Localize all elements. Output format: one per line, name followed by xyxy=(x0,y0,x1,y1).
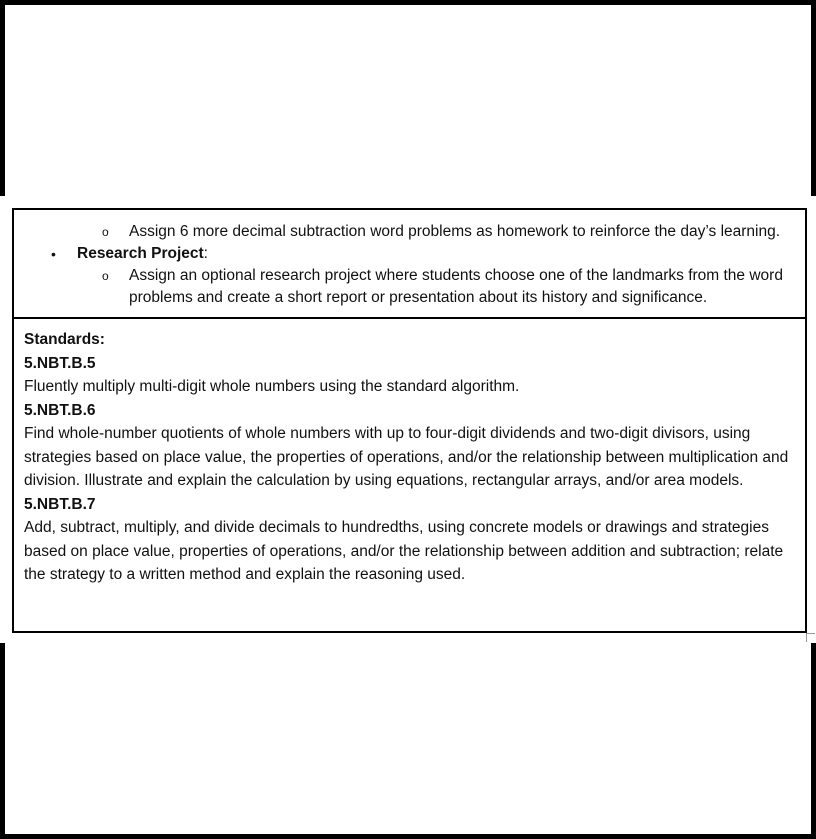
page-frame-top xyxy=(0,0,816,196)
standards-cell xyxy=(14,319,805,587)
hollow-bullet-icon: o xyxy=(102,225,109,239)
standard-description: Fluently multiply multi-digit whole numbers using the standard algorithm. xyxy=(24,378,520,395)
homework-item xyxy=(14,221,805,243)
standard-code: 5.NBT.B.6 xyxy=(24,401,96,419)
standard-description: Add, subtract, multiply, and divide decimals to hundredths, using concrete models or drawings and strategies based on place value, properties of operations, and/or the relationship between addition and subtraction; relate the strategy to a written method and explain the reasoning used. xyxy=(24,519,784,583)
page-frame-bottom xyxy=(0,643,816,839)
standard-description: Find whole-number quotients of whole numbers with up to four-digit dividends and two-digit divisors, using strategies based on place value, the properties of operations, and/or the relationship between multiplication and division. Illustrate and explain the calculation by using equations, rectangular arrays, and/or area models. xyxy=(24,425,789,489)
lesson-table xyxy=(12,208,807,633)
table-resize-handle xyxy=(806,633,815,642)
standard-code: 5.NBT.B.5 xyxy=(24,354,96,372)
standards-heading: Standards: xyxy=(24,331,105,348)
research-project-colon: : xyxy=(203,245,208,262)
research-project-item xyxy=(14,243,805,265)
research-project-label: Research Project xyxy=(77,245,204,262)
research-project-description xyxy=(14,265,805,309)
standard-code: 5.NBT.B.7 xyxy=(24,495,96,513)
hollow-bullet-icon: o xyxy=(102,269,109,283)
activities-cell xyxy=(14,210,805,319)
homework-text: Assign 6 more decimal subtraction word problems as homework to reinforce the day’s learning. xyxy=(129,223,781,240)
bullet-icon: • xyxy=(51,246,56,262)
research-project-text: Assign an optional research project where students choose one of the landmarks from the word problems and create a short report or presentation about its history and significance. xyxy=(129,267,783,306)
